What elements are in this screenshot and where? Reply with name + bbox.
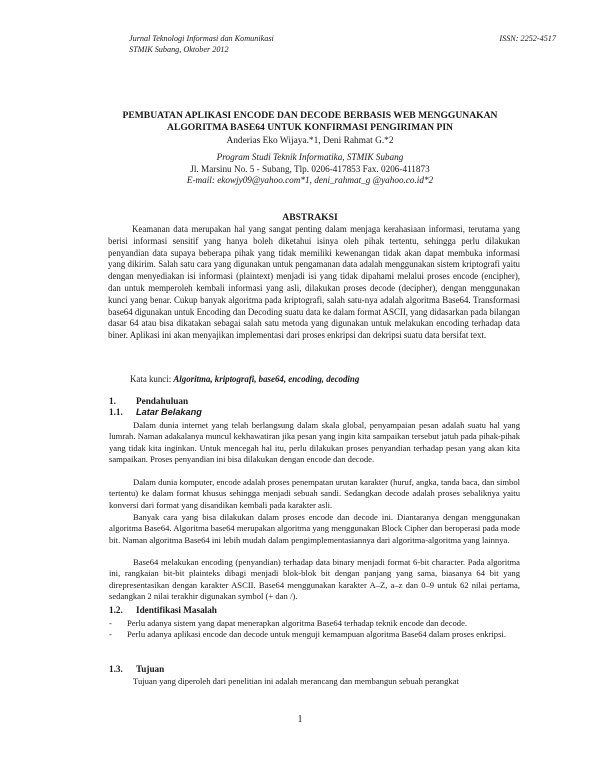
list-item: - Perlu adanya sistem yang dapat menerapkan algoritma Base64 terhadap teknik encode dan decode.: [109, 618, 468, 628]
page-number: 1: [297, 714, 303, 725]
section-title: Identifikasi Masalah: [136, 605, 217, 615]
section-1-3-heading: [109, 664, 164, 674]
institution-date: STMIK Subang, Oktober 2012: [129, 45, 229, 54]
paper-title: [100, 110, 520, 134]
abstract-heading: ABSTRAKSI: [282, 212, 338, 223]
keywords: [130, 374, 359, 384]
affil-address: Jl. Marsinu No. 5 - Subang, Tlp. 0206-417853 Fax. 0206-411873: [190, 163, 430, 174]
section-1-heading: [109, 396, 188, 406]
section-title: Tujuan: [136, 664, 165, 674]
journal-name: Jurnal Teknologi Informasi dan Komunikasi: [129, 34, 274, 43]
affiliation: [100, 152, 520, 187]
section-number: 1.1.: [109, 407, 123, 417]
title-line-2: ALGORITMA BASE64 UNTUK KONFIRMASI PENGIRIMAN PIN: [167, 122, 453, 133]
affil-email: E-mail: ekowjy09@yahoo.com*1, deni_rahmat_g @yahoo.co.id*2: [186, 175, 434, 185]
paragraph-1: Dalam dunia internet yang telah berlangsung dalam skala global, penyampaian pesan adalah suatu hal yang lumrah. Naman adakalanya muncul kekhawatiran jika pesan yang ingin kita sampaikan tersebut jatuh pada pihak-pihak yang tidak kita inginkan. Untuk mencegah hal itu, perlu dilakukan proses penyandian terhadap pesan yang akan kita sampaikan. Proses penyandian ini bisa dilakukan dengan encode dan decode.: [109, 420, 520, 465]
running-header-left: [129, 33, 274, 55]
paragraph-3: Banyak cara yang bisa dilakukan dalam proses encode dan decode ini. Diantaranya dengan menggunakan algoritma Base64. Algoritma base64 merupakan algoritma yang menggunakan Block Cipher dan beroperasi pada mode bit. Naman algoritma Base64 ini lebih mudah dalam pengimplementasiannya dari algoritma-algoritma yang lainnya.: [109, 512, 520, 545]
section-number: 1.2.: [109, 605, 123, 615]
list-item: - Perlu adanya aplikasi encode dan decode untuk menguji kemampuan algoritma Base64 dalam proses enkripsi.: [109, 629, 506, 640]
section-1-2-heading: [109, 605, 217, 615]
paragraph-4: Base64 melakukan encoding (penyandian) terhadap data binary menjadi format 6-bit character. Pada algoritma ini, rangkaian bit-bit plainteks dibagi menjadi blok-blok bit dengan panjang yang sama, biasanya 64 bit yang direpresentasikan dengan karakter ASCII. Base64 menggunakan karakter A–Z, a–z dan 0–9 untuk 62 nilai pertama, sedangkan 2 nilai terakhir digunakan symbol (+ dan /).: [109, 557, 520, 602]
section-number: 1.: [109, 396, 116, 406]
section-number: 1.3.: [109, 664, 123, 674]
affil-program: Program Studi Teknik Informatika, STMIK Subang: [216, 152, 404, 162]
keywords-list: Algoritma, kriptografi, base64, encoding, decoding: [173, 374, 360, 384]
keywords-label: Kata kunci:: [130, 374, 172, 384]
abstract-text: Keamanan data merupakan hal yang sangat penting dalam menjaga kerahasiaan informasi, terutama yang berisi informasi sensitif yang hanya boleh diketahui isinya oleh pihak tertentu, sehingga perlu dilakukan penyandian data supaya beberapa pihak yang tidak memiliki kewenangan tidak akan dapat membuka informasi yang dikirim. Salah satu cara yang digunakan untuk pengamanan data adalah menggunakan sistem kriptografi yaitu dengan menyediakan isi informasi (plaintext) menjadi isi yang tidak dipahami melalui proses encode (encipher), dan untuk memperoleh kembali informasi yang asli, dilakukan proses decode (decipher), dengan menggunakan kunci yang benar. Cukup banyak algoritma pada kriptografi, salah satu-nya adalah algoritma Base64. Transformasi base64 digunakan untuk Encoding dan Decoding suatu data ke dalam format ASCII, yang didasarkan pada bilangan dasar 64 atau bisa dikatakan sebagai salah satu metoda yang digunakan untuk melakukan encoding terhadap data biner. Aplikasi ini akan menyajikan implementasi dari proses enkripsi dan dekripsi suatu data bersifat text.: [108, 224, 520, 341]
section-1-1-heading: [109, 407, 202, 417]
authors: Anderias Eko Wijaya.*1, Deni Rahmat G.*2: [226, 136, 394, 146]
problem-list: [109, 618, 520, 641]
paragraph-2: Dalam dunia komputer, encode adalah proses penempatan urutan karakter (huruf, angka, tanda baca, dan simbol tertentu) ke dalam format khusus sehingga menjadi sebuah sandi. Sedangkan decode adalah proses sebaliknya yaitu konversi dari format yang disandikan kembali pada karakter asli.: [109, 477, 520, 510]
section-title: Pendahuluan: [136, 396, 189, 406]
title-line-1: PEMBUATAN APLIKASI ENCODE DAN DECODE BERBASIS WEB MENGGUNAKAN: [122, 110, 498, 121]
paragraph-5: Tujuan yang diperoleh dari penelitian ini adalah merancang dan membangun sebuah perangkat: [133, 676, 459, 686]
issn: ISSN: 2252-4517: [499, 34, 556, 43]
section-title: Latar Belakang: [136, 407, 202, 417]
